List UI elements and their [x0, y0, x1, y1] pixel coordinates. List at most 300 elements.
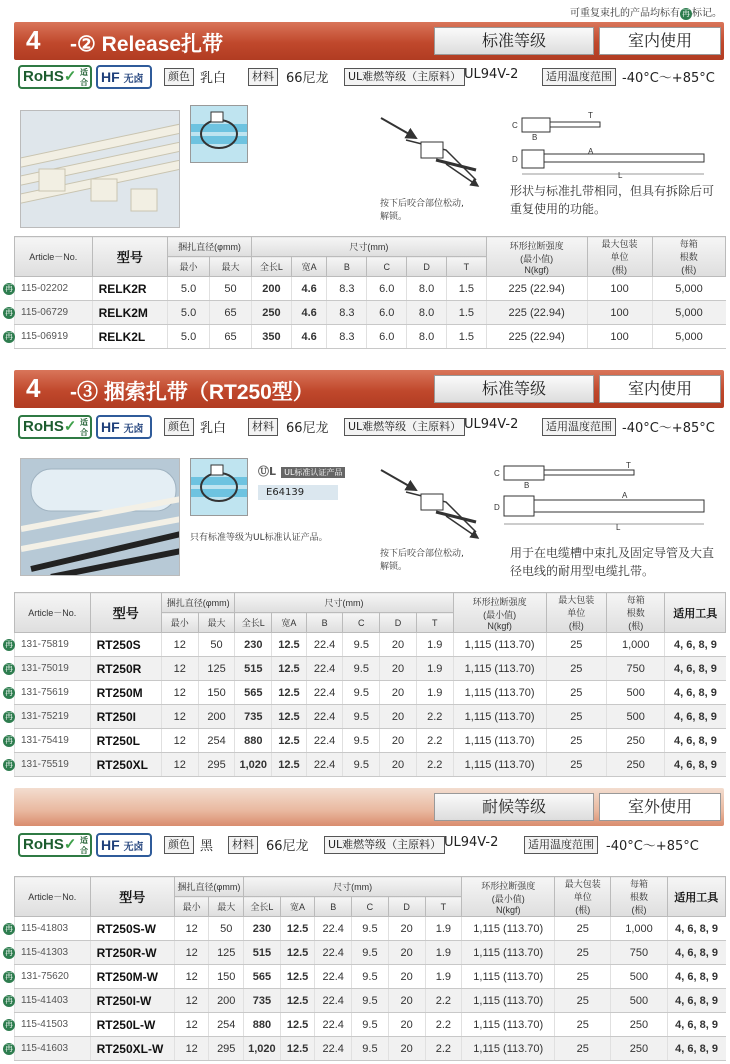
color-value: 黑 [200, 839, 214, 854]
cell-a: 12.5 [280, 1037, 315, 1061]
col-tool: 适用工具 [667, 877, 725, 917]
col-tensile: 环形拉断强度 (最小值) N(kgf) [486, 237, 587, 277]
col-tensile: 环形拉断强度 (最小值) N(kgf) [453, 593, 546, 633]
cell-a: 12.5 [272, 753, 307, 777]
cell-ten: 1,115 (113.70) [462, 917, 555, 941]
col-d: D [388, 897, 425, 917]
dim-b: B [524, 481, 530, 490]
cell-tool: 4, 6, 8, 9 [665, 657, 726, 681]
article-text: 115-06919 [21, 331, 69, 342]
hf-text: HF [101, 69, 120, 85]
cell-a: 4.6 [291, 301, 327, 325]
dim-b: B [532, 133, 538, 142]
cell-tool: 4, 6, 8, 9 [665, 729, 726, 753]
col-t: T [425, 897, 462, 917]
article-number [5, 917, 91, 941]
cell-ten: 1,115 (113.70) [462, 965, 555, 989]
material-label: 材料 [248, 68, 278, 86]
cell-l: 880 [235, 729, 272, 753]
cell-t: 1.5 [446, 277, 486, 301]
reuse-mark-icon: 再 [5, 687, 13, 697]
model-name: RT250M-W [90, 965, 174, 989]
cell-l: 350 [251, 325, 291, 349]
cell-d: 20 [388, 989, 425, 1013]
cell-ten: 1,115 (113.70) [453, 633, 546, 657]
color-value: 乳白 [200, 421, 227, 436]
col-carton: 每箱 根数 (根) [611, 877, 667, 917]
reuse-mark-icon: 再 [5, 1019, 13, 1029]
cell-tool: 4, 6, 8, 9 [667, 1037, 725, 1061]
cell-max: 254 [198, 729, 235, 753]
col-a: 宽A [272, 613, 307, 633]
reuse-mark-icon: 再 [5, 735, 13, 745]
cell-l: 230 [235, 633, 272, 657]
col-pack: 最大包装 单位 (根) [546, 593, 607, 633]
cell-c: 6.0 [367, 325, 407, 349]
col-bundle-dia: 捆扎直径(φmm) [168, 237, 252, 257]
col-dims: 尺寸(mm) [244, 877, 462, 897]
material-label: 材料 [248, 418, 278, 436]
col-c: C [352, 897, 389, 917]
article-text: 115-06729 [21, 307, 69, 318]
cell-l: 565 [244, 965, 281, 989]
reuse-mark-icon: 再 [5, 971, 13, 981]
cell-ten: 1,115 (113.70) [453, 657, 546, 681]
spec-table-weather [5, 876, 726, 1061]
cell-pack: 25 [546, 729, 607, 753]
hf-sub: 无卤 [123, 424, 144, 435]
cell-t: 2.2 [425, 1037, 462, 1061]
col-max: 最大 [209, 897, 244, 917]
release-diagram [376, 110, 486, 190]
model-name: RT250XL-W [90, 1037, 174, 1061]
table-row [15, 729, 726, 753]
tie-closeup-image [190, 105, 248, 163]
release-caption-2: 按下后咬合部位松动, 解锁。 [380, 549, 464, 572]
cell-ten: 1,115 (113.70) [453, 753, 546, 777]
table-row [15, 277, 726, 301]
spec-table-release [5, 236, 726, 349]
description-2: 用于在电缆槽中束扎及固定导管及大直径电线的耐用型电缆扎带。 [510, 546, 715, 578]
cell-b: 8.3 [327, 277, 367, 301]
dim-d: D [512, 155, 518, 164]
hf-sub: 无卤 [123, 842, 144, 853]
article-text: 115-41303 [21, 947, 69, 958]
table-row [15, 657, 726, 681]
col-c: C [343, 613, 380, 633]
temp-value: -40°C～+85°C [606, 839, 699, 854]
reuse-mark-icon: 再 [5, 1043, 13, 1053]
cell-min: 12 [174, 989, 209, 1013]
cell-max: 50 [210, 277, 252, 301]
cell-t: 2.2 [416, 729, 453, 753]
model-name: RELK2M [92, 301, 168, 325]
cell-c: 9.5 [343, 753, 380, 777]
description-1: 形状与标准扎带相同，但具有拆除后可重复使用的功能。 [510, 184, 715, 216]
article-number [5, 729, 91, 753]
cell-t: 1.9 [416, 681, 453, 705]
section-header-release [14, 22, 724, 60]
col-bundle-dia: 捆扎直径(φmm) [174, 877, 243, 897]
cell-b: 22.4 [315, 965, 352, 989]
hf-text: HF [101, 837, 120, 853]
cell-max: 295 [209, 1037, 244, 1061]
check-icon: ✓ [63, 418, 77, 435]
cell-max: 150 [198, 681, 235, 705]
model-name: RT250L-W [90, 1013, 174, 1037]
ul-label: UL难燃等级（主原料） [324, 836, 445, 854]
article-number [5, 277, 93, 301]
cell-d: 20 [380, 681, 417, 705]
col-c: C [367, 257, 407, 277]
cell-carton: 5,000 [652, 325, 725, 349]
spec-row-3 [16, 833, 726, 857]
model-name: RT250M [90, 681, 161, 705]
cell-carton: 5,000 [652, 277, 725, 301]
cell-tool: 4, 6, 8, 9 [665, 705, 726, 729]
cell-a: 12.5 [272, 705, 307, 729]
cell-ten: 225 (22.94) [486, 277, 587, 301]
cell-d: 20 [380, 633, 417, 657]
rohs-sub: 适合 [80, 68, 88, 87]
cell-carton: 500 [611, 989, 667, 1013]
cell-b: 22.4 [315, 941, 352, 965]
grade-badge: 标准等级 [434, 27, 594, 55]
reuse-mark-icon: 再 [5, 283, 13, 293]
temp-label: 适用温度范围 [542, 68, 616, 86]
cell-d: 20 [380, 729, 417, 753]
col-model: 型号 [90, 593, 161, 633]
cell-max: 65 [210, 325, 252, 349]
col-l: 全长L [235, 613, 272, 633]
cell-ten: 225 (22.94) [486, 301, 587, 325]
cell-pack: 25 [555, 1013, 611, 1037]
cable-bundle-icon [191, 106, 247, 162]
cell-a: 12.5 [272, 657, 307, 681]
cell-min: 12 [174, 1037, 209, 1061]
cell-carton: 250 [611, 1037, 667, 1061]
cell-d: 20 [380, 753, 417, 777]
spec-row-2 [16, 415, 726, 439]
article-number [5, 705, 91, 729]
cell-c: 6.0 [367, 277, 407, 301]
cell-d: 8.0 [407, 277, 447, 301]
reuse-mark-icon: 再 [5, 711, 13, 721]
model-name: RT250R-W [90, 941, 174, 965]
rohs-sub: 适合 [80, 418, 88, 437]
material-value: 66尼龙 [286, 421, 329, 436]
cell-min: 12 [174, 965, 209, 989]
article-text: 115-41603 [21, 1043, 69, 1054]
cell-c: 9.5 [352, 1013, 389, 1037]
dim-t: T [588, 111, 593, 120]
article-text: 131-75019 [21, 663, 69, 674]
cell-c: 9.5 [352, 1037, 389, 1061]
spec-row-1 [16, 65, 726, 89]
col-carton: 每箱 根数 (根) [607, 593, 665, 633]
spec-table-rt250 [5, 592, 726, 777]
cell-t: 1.9 [425, 941, 462, 965]
cell-min: 12 [161, 729, 198, 753]
section-number: 4 [26, 373, 41, 403]
col-tensile: 环形拉断强度 (最小值) N(kgf) [462, 877, 555, 917]
cell-b: 22.4 [306, 633, 343, 657]
cell-carton: 5,000 [652, 301, 725, 325]
col-l: 全长L [251, 257, 291, 277]
hf-logo [96, 65, 152, 89]
cell-t: 2.2 [425, 1013, 462, 1037]
cell-d: 20 [388, 1037, 425, 1061]
cell-pack: 100 [587, 301, 652, 325]
cell-b: 8.3 [327, 301, 367, 325]
col-a: 宽A [291, 257, 327, 277]
ul-label: UL难燃等级（主原料） [344, 68, 465, 86]
finger-release-icon [376, 110, 486, 190]
check-icon: ✓ [63, 836, 77, 853]
article-number [5, 681, 91, 705]
color-label: 颜色 [164, 68, 194, 86]
table-body-2 [5, 633, 726, 777]
article-text: 131-75519 [21, 759, 69, 770]
cell-c: 9.5 [352, 989, 389, 1013]
cell-min: 5.0 [168, 277, 210, 301]
cell-ten: 1,115 (113.70) [453, 705, 546, 729]
article-number [5, 325, 93, 349]
cell-max: 125 [209, 941, 244, 965]
table-row [15, 325, 726, 349]
col-d: D [380, 613, 417, 633]
cell-max: 50 [198, 633, 235, 657]
dim-l: L [616, 523, 621, 532]
article-number [5, 301, 93, 325]
col-min: 最小 [161, 613, 198, 633]
finger-release-icon [376, 462, 486, 542]
product-photo-rt250 [20, 458, 180, 576]
col-article: Article－No. [15, 877, 91, 917]
reuse-note-end: 标记。 [692, 8, 722, 19]
table-body-3 [5, 917, 726, 1061]
article-text: 131-75419 [21, 735, 69, 746]
cell-l: 515 [244, 941, 281, 965]
reuse-mark-icon: 再 [5, 947, 13, 957]
cell-carton: 250 [611, 1013, 667, 1037]
reuse-mark-icon: 再 [5, 923, 13, 933]
cell-tool: 4, 6, 8, 9 [667, 989, 725, 1013]
cell-ten: 1,115 (113.70) [453, 681, 546, 705]
table-row [15, 1013, 726, 1037]
model-name: RT250S-W [90, 917, 174, 941]
cell-max: 150 [209, 965, 244, 989]
reuse-note-text: 可重复束扎的产品均标有 [570, 8, 680, 19]
cell-ten: 1,115 (113.70) [462, 1037, 555, 1061]
cell-l: 250 [251, 301, 291, 325]
cell-d: 20 [388, 965, 425, 989]
cell-a: 12.5 [272, 633, 307, 657]
cell-t: 2.2 [416, 753, 453, 777]
model-name: RT250S [90, 633, 161, 657]
cell-pack: 25 [555, 941, 611, 965]
cell-b: 22.4 [315, 1037, 352, 1061]
cable-bundle-icon [191, 459, 247, 515]
col-min: 最小 [174, 897, 209, 917]
article-text: 115-41803 [21, 923, 69, 934]
rohs-text: RoHS [23, 418, 64, 435]
rohs-sub: 适合 [80, 836, 88, 855]
col-model: 型号 [90, 877, 174, 917]
dimension-diagram-1 [508, 110, 718, 182]
ul-value: UL94V-2 [464, 417, 519, 432]
cell-max: 200 [209, 989, 244, 1013]
col-tool: 适用工具 [665, 593, 726, 633]
model-name: RT250I [90, 705, 161, 729]
tie-dimension-drawing [490, 462, 720, 534]
col-dims: 尺寸(mm) [251, 237, 486, 257]
article-number [5, 1037, 91, 1061]
temp-value: -40°C～+85°C [622, 421, 715, 436]
cell-pack: 25 [555, 965, 611, 989]
model-name: RT250L [90, 729, 161, 753]
article-number [5, 989, 91, 1013]
cell-ten: 225 (22.94) [486, 325, 587, 349]
article-text: 131-75819 [21, 639, 69, 650]
cell-max: 125 [198, 657, 235, 681]
cell-l: 230 [244, 917, 281, 941]
cell-b: 22.4 [306, 681, 343, 705]
cell-min: 12 [174, 917, 209, 941]
rohs-logo [18, 415, 92, 439]
hf-logo [96, 415, 152, 439]
reuse-mark-icon: 再 [5, 331, 13, 341]
color-label: 颜色 [164, 418, 194, 436]
table-row [15, 633, 726, 657]
table-row [15, 753, 726, 777]
rohs-text: RoHS [23, 68, 64, 85]
tie-dimension-drawing [508, 110, 718, 182]
article-text: 131-75620 [21, 971, 69, 982]
cell-carton: 1,000 [607, 633, 665, 657]
cell-pack: 25 [546, 681, 607, 705]
cell-t: 1.9 [416, 633, 453, 657]
cell-d: 8.0 [407, 301, 447, 325]
reuse-mark-icon: 再 [682, 9, 690, 18]
cell-tool: 4, 6, 8, 9 [667, 917, 725, 941]
dim-c: C [494, 469, 500, 478]
cell-a: 12.5 [272, 681, 307, 705]
material-value: 66尼龙 [286, 71, 329, 86]
article-number [5, 941, 91, 965]
usage-badge: 室内使用 [599, 375, 721, 403]
cell-l: 200 [251, 277, 291, 301]
article-text: 131-75619 [21, 687, 69, 698]
article-number [5, 753, 91, 777]
cell-carton: 500 [607, 705, 665, 729]
table-row [15, 917, 726, 941]
rohs-text: RoHS [23, 836, 64, 853]
col-article: Article－No. [15, 237, 93, 277]
cell-a: 12.5 [280, 989, 315, 1013]
cell-d: 20 [388, 917, 425, 941]
cell-b: 22.4 [306, 753, 343, 777]
ul-value: UL94V-2 [444, 835, 499, 850]
cell-max: 65 [210, 301, 252, 325]
cell-t: 1.9 [425, 965, 462, 989]
article-number [5, 1013, 91, 1037]
cell-pack: 25 [546, 705, 607, 729]
model-name: RELK2L [92, 325, 168, 349]
reuse-mark-icon: 再 [5, 995, 13, 1005]
cell-d: 20 [388, 1013, 425, 1037]
dim-l: L [618, 171, 623, 180]
cell-l: 735 [244, 989, 281, 1013]
cell-t: 1.5 [446, 325, 486, 349]
col-b: B [315, 897, 352, 917]
cell-b: 22.4 [315, 1013, 352, 1037]
cell-b: 8.3 [327, 325, 367, 349]
cell-max: 200 [198, 705, 235, 729]
cell-a: 4.6 [291, 325, 327, 349]
cell-pack: 25 [546, 753, 607, 777]
cell-min: 12 [161, 657, 198, 681]
product-photo-release [20, 110, 180, 228]
cell-min: 12 [174, 941, 209, 965]
cell-c: 6.0 [367, 301, 407, 325]
cell-min: 12 [161, 681, 198, 705]
cell-carton: 1,000 [611, 917, 667, 941]
hf-sub: 无卤 [123, 74, 144, 85]
usage-badge: 室内使用 [599, 27, 721, 55]
cell-t: 1.5 [446, 301, 486, 325]
dimension-diagram-2 [490, 462, 720, 534]
cell-carton: 250 [607, 729, 665, 753]
cell-min: 12 [174, 1013, 209, 1037]
col-a: 宽A [280, 897, 315, 917]
table-body-1 [5, 277, 726, 349]
cell-carton: 500 [607, 681, 665, 705]
cell-a: 12.5 [280, 965, 315, 989]
cell-tool: 4, 6, 8, 9 [665, 633, 726, 657]
cell-d: 20 [380, 657, 417, 681]
cable-ties-image [21, 111, 180, 228]
col-article: Article－No. [15, 593, 91, 633]
article-text: 115-41403 [21, 995, 69, 1006]
cell-pack: 25 [555, 917, 611, 941]
dim-a: A [588, 147, 594, 156]
cell-tool: 4, 6, 8, 9 [665, 681, 726, 705]
color-value: 乳白 [200, 71, 227, 86]
ul-value: UL94V-2 [464, 67, 519, 82]
cell-ten: 1,115 (113.70) [462, 1013, 555, 1037]
grade-badge: 耐候等级 [434, 793, 594, 821]
tie-closeup-image-2 [190, 458, 248, 516]
col-pack: 最大包装 单位 (根) [555, 877, 611, 917]
reuse-mark-icon: 再 [5, 759, 13, 769]
hf-logo [96, 833, 152, 857]
cell-b: 22.4 [306, 705, 343, 729]
cell-min: 5.0 [168, 325, 210, 349]
dim-a: A [622, 491, 628, 500]
cell-min: 12 [161, 633, 198, 657]
cell-d: 20 [388, 941, 425, 965]
cell-c: 9.5 [343, 657, 380, 681]
section-title: -② Release扎带 [70, 33, 224, 56]
cell-c: 9.5 [343, 729, 380, 753]
col-b: B [306, 613, 343, 633]
material-value: 66尼龙 [266, 839, 309, 854]
reuse-mark-icon: 再 [5, 307, 13, 317]
cell-max: 295 [198, 753, 235, 777]
col-max: 最大 [210, 257, 252, 277]
col-model: 型号 [92, 237, 168, 277]
